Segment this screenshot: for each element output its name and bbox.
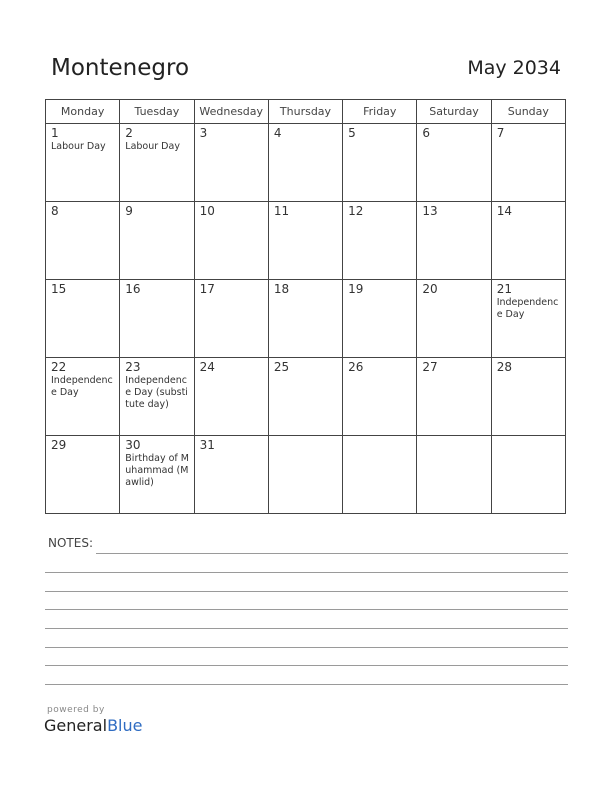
- day-cell: [194, 358, 268, 436]
- month-year-title: May 2034: [467, 57, 561, 79]
- calendar-grid: [45, 99, 566, 514]
- day-cell: [194, 202, 268, 280]
- day-cell: [417, 358, 491, 436]
- day-number: 20: [422, 282, 438, 296]
- powered-by-text: powered by: [47, 705, 105, 715]
- day-cell: [46, 436, 120, 514]
- notes-label: NOTES:: [48, 536, 93, 550]
- day-cell: [343, 280, 417, 358]
- day-number: 25: [273, 360, 290, 374]
- day-cell: [268, 280, 342, 358]
- day-number: 24: [199, 360, 215, 374]
- notes-line: [45, 628, 568, 629]
- day-number: 7: [496, 126, 505, 140]
- day-number: 4: [273, 126, 282, 140]
- holiday-label: Independence Day: [496, 297, 559, 320]
- weekday-header: Sunday: [491, 100, 565, 124]
- day-number: 23: [125, 360, 141, 374]
- week-row: [46, 124, 566, 202]
- day-number: 14: [496, 204, 512, 218]
- day-number: 19: [348, 282, 364, 296]
- week-row: [46, 436, 566, 514]
- day-cell: [120, 202, 194, 280]
- week-row: [46, 202, 566, 280]
- day-number: 31: [199, 438, 215, 452]
- day-cell: [268, 124, 342, 202]
- day-number: 8: [51, 204, 59, 218]
- day-number: 11: [273, 204, 290, 218]
- day-number: 18: [273, 282, 290, 296]
- generalblue-logo: [44, 716, 142, 735]
- weekday-header: Monday: [46, 100, 120, 124]
- holiday-label: Independence Day (substitute day): [125, 375, 188, 410]
- brand-general: General: [44, 716, 108, 735]
- weekday-header-row: [46, 100, 566, 124]
- holiday-label: Labour Day: [125, 141, 180, 152]
- country-title: Montenegro: [51, 55, 190, 81]
- day-cell: [491, 436, 565, 514]
- notes-line: [96, 553, 568, 554]
- day-cell: [268, 202, 342, 280]
- day-number: 12: [348, 204, 364, 218]
- day-cell: [194, 436, 268, 514]
- week-row: [46, 280, 566, 358]
- day-number: 6: [422, 126, 431, 140]
- notes-line: [45, 572, 568, 573]
- day-cell: [491, 280, 565, 358]
- day-number: 28: [496, 360, 512, 374]
- day-number: 21: [496, 282, 512, 296]
- brand-blue: Blue: [107, 716, 143, 735]
- notes-line: [45, 647, 568, 648]
- day-number: 2: [125, 126, 133, 140]
- day-cell: [120, 280, 194, 358]
- weekday-header: Saturday: [417, 100, 491, 124]
- day-cell: [194, 124, 268, 202]
- day-cell: [120, 436, 194, 514]
- day-number: 13: [422, 204, 438, 218]
- day-number: 16: [125, 282, 141, 296]
- day-cell: [194, 280, 268, 358]
- week-row: [46, 358, 566, 436]
- day-number: 27: [422, 360, 438, 374]
- day-number: 22: [51, 360, 67, 374]
- day-number: 9: [125, 204, 133, 218]
- day-cell: [46, 358, 120, 436]
- weekday-header: Tuesday: [120, 100, 194, 124]
- day-cell: [268, 358, 342, 436]
- holiday-label: Independence Day: [51, 375, 113, 398]
- day-cell: [343, 124, 417, 202]
- day-cell: [417, 124, 491, 202]
- day-number: 1: [51, 126, 59, 140]
- day-cell: [120, 358, 194, 436]
- day-number: 29: [51, 438, 67, 452]
- day-cell: [417, 280, 491, 358]
- weekday-header: Friday: [343, 100, 417, 124]
- weekday-header: Wednesday: [194, 100, 268, 124]
- day-number: 3: [199, 126, 208, 140]
- day-number: 17: [199, 282, 215, 296]
- weekday-header: Thursday: [268, 100, 342, 124]
- day-cell: [491, 202, 565, 280]
- day-cell: [46, 280, 120, 358]
- notes-line: [45, 665, 568, 666]
- day-cell: [417, 202, 491, 280]
- day-cell: [120, 124, 194, 202]
- holiday-label: Birthday of Muhammad (Mawlid): [125, 453, 189, 488]
- day-cell: [343, 202, 417, 280]
- day-cell: [46, 124, 120, 202]
- day-number: 30: [125, 438, 141, 452]
- notes-line: [45, 609, 568, 610]
- notes-line: [45, 591, 568, 592]
- day-cell: [343, 436, 417, 514]
- day-number: 10: [199, 204, 215, 218]
- day-number: 15: [51, 282, 67, 296]
- day-cell: [491, 124, 565, 202]
- day-cell: [268, 436, 342, 514]
- day-cell: [491, 358, 565, 436]
- day-cell: [46, 202, 120, 280]
- day-cell: [343, 358, 417, 436]
- day-cell: [417, 436, 491, 514]
- notes-line: [45, 684, 568, 685]
- day-number: 5: [348, 126, 356, 140]
- holiday-label: Labour Day: [51, 141, 106, 152]
- day-number: 26: [348, 360, 364, 374]
